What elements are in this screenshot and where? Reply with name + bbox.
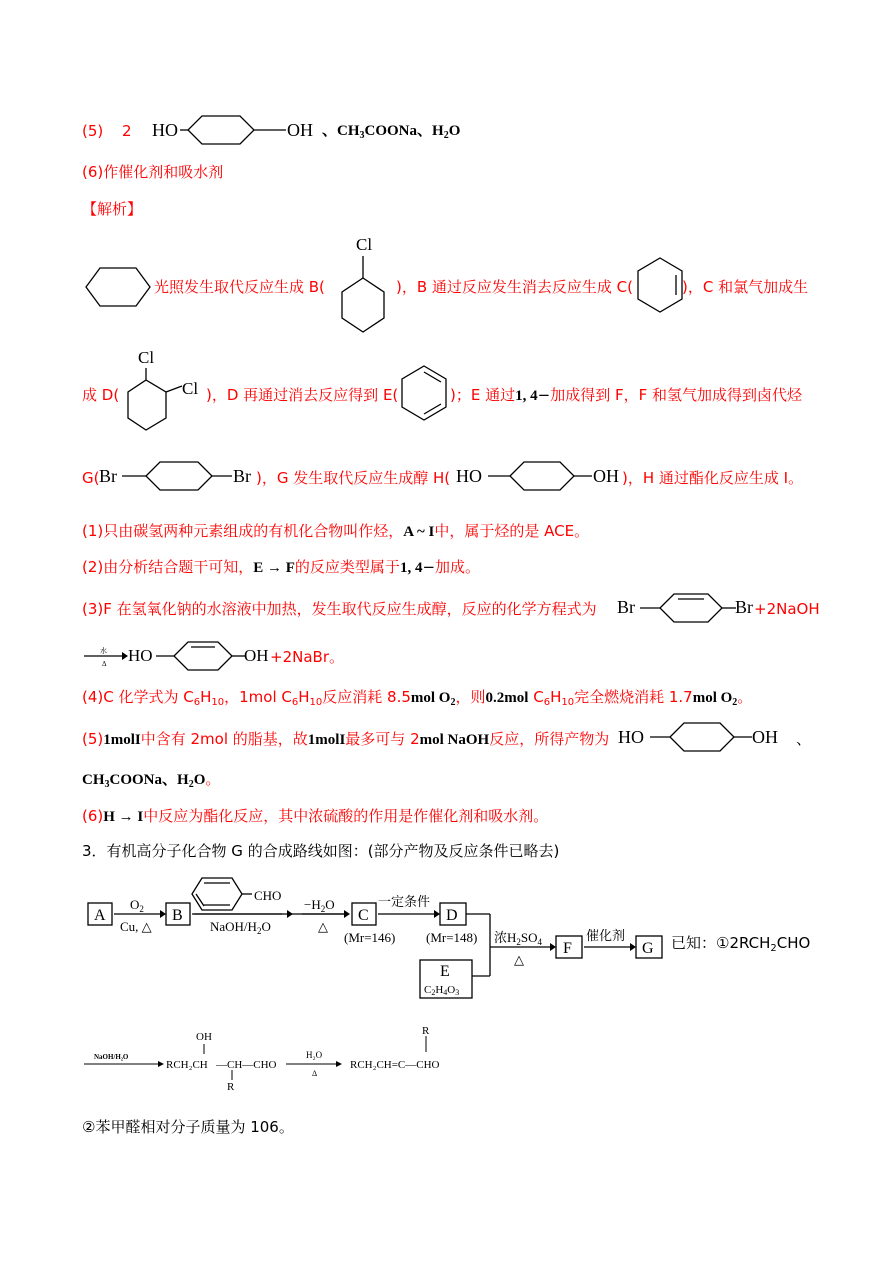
formula-part: O [448, 123, 461, 139]
answer-6: (6)作催化剂和吸水剂 [82, 163, 224, 181]
q4-s1: 6 [193, 697, 201, 708]
q3-br1: Br [617, 597, 635, 617]
cyclohexene-structure [634, 256, 686, 316]
answer-5-ho: HO [152, 120, 178, 140]
eq-oh: OH [196, 1031, 212, 1043]
q4-b3: mol O [692, 690, 733, 706]
q2-b2: 1, 4 [399, 560, 423, 576]
q5-t3: 最多可与 2 [345, 730, 420, 748]
box-A: A [94, 907, 106, 924]
q1-line [82, 520, 589, 543]
k1: 已知：①2RCH [671, 934, 771, 952]
para3-text3: )，H 通过酯化反应生成 I。 [622, 469, 804, 487]
q4-s2: 10 [211, 697, 225, 708]
m3: O [325, 897, 335, 912]
q2-t2: 的反应类型属于 [294, 558, 400, 576]
para1-text3: )，C 和氯气加成生 [682, 278, 809, 296]
q4-t6: 完全燃烧消耗 1.7 [574, 688, 693, 706]
cyclohexenediol-structure [156, 638, 248, 674]
cond-bot: Δ [102, 660, 107, 668]
dichlorocyclohexane-structure [124, 346, 214, 438]
eq-p1: RCH₂CH [166, 1059, 208, 1071]
cyclohexanediol-structure-h [488, 458, 594, 494]
answer-5-oh: OH [287, 120, 313, 140]
q5-ho: HO [618, 727, 644, 747]
q4-t3: 反应消耗 8.5 [322, 688, 411, 706]
c3: SO [520, 930, 538, 945]
q1-b: A ~ I [403, 524, 435, 540]
o2-label [130, 897, 144, 914]
cyclohexane-diol-structure [180, 112, 290, 148]
q4-t4: ，则 [455, 688, 486, 706]
dibromocyclohexane-structure [122, 458, 236, 494]
sep: 、 [162, 772, 178, 788]
dibromocyclohexene-structure [640, 590, 740, 626]
f-sub: 2 [188, 779, 194, 790]
box-B: B [172, 907, 183, 924]
eq-r2: R [422, 1025, 430, 1037]
ho-label: HO [456, 466, 482, 486]
sep: 、 [322, 123, 338, 139]
c4: 4 [537, 937, 543, 947]
c2: 2 [516, 937, 521, 947]
q5-t2: 中含有 2mol 的脂基，故 [140, 730, 308, 748]
reaction-arrow-1 [82, 646, 128, 668]
chlorocyclohexane-structure [336, 234, 396, 338]
para2-t3: )；E 通过 [450, 386, 516, 404]
para2-text1: 成 D( [82, 386, 120, 404]
para1-text2: )，B 通过反应发生消去反应生成 C( [396, 278, 634, 296]
q4-t1b: H [200, 688, 212, 706]
o2: O [130, 897, 140, 912]
f: COONa [109, 772, 162, 788]
question-3: 3．有机高分子化合物 G 的合成路线如图：(部分产物及反应条件已略去) [82, 842, 560, 860]
para2-text3: )；E 通过1, 4−加成得到 F，F 和氢气加成得到卤代烃 [450, 386, 802, 404]
q3-text3: +2NaBr。 [270, 648, 344, 666]
f: H [177, 772, 189, 788]
c1: 浓H [494, 930, 517, 945]
box-F: F [563, 940, 572, 957]
para2-text2: )，D 再通过消去反应得到 E( [206, 386, 399, 404]
box-D: D [446, 907, 458, 924]
eq-h2o: H₂O [306, 1050, 323, 1060]
q4-t1: (4)C 化学式为 C [82, 688, 194, 706]
eq-dash: —CH—CHO [216, 1059, 277, 1071]
q4-t2b: H [298, 688, 310, 706]
para3-text1: G( [82, 469, 100, 487]
formula-part: CH [337, 123, 360, 139]
box-E: E [440, 963, 450, 980]
q2-line: (2)由分析结合题干可知，E → F的反应类型属于1, 4−加成。 [82, 558, 481, 576]
q6-pre: (6) [82, 807, 104, 825]
q6-line [82, 805, 548, 828]
m1: −H [304, 897, 321, 912]
q1-t1: (1)只由碳氢两种元素组成的有机化合物叫作烃， [82, 522, 404, 540]
known-2: ②苯甲醛相对分子质量为 106。 [82, 1118, 294, 1136]
cu-label: Cu, △ [120, 919, 152, 934]
f: O [193, 772, 206, 788]
q6-t1: 中反应为酯化反应，其中浓硫酸的作用是作催化剂和吸水剂。 [143, 807, 549, 825]
para2-t4: 加成得到 F，F 和氢气加成得到卤代烃 [550, 386, 802, 404]
formula-sub: 2 [443, 130, 449, 141]
delta-label: △ [318, 919, 328, 934]
mr1-label: (Mr=146) [344, 930, 396, 945]
q4-s6: 10 [561, 697, 575, 708]
mh2o-label [304, 897, 335, 914]
formula-sub: 3 [359, 130, 365, 141]
m2: 2 [320, 904, 326, 914]
answer-5-products [322, 120, 460, 142]
k2: 2 [770, 943, 777, 954]
e-formula [424, 984, 459, 997]
e5: O [447, 984, 456, 996]
q5-sep: 、 [796, 730, 812, 748]
q5-b3: mol NaOH [419, 732, 490, 748]
e2: 2 [431, 988, 436, 997]
mr2-label: (Mr=148) [426, 930, 478, 945]
cl-label-2: Cl [182, 379, 199, 398]
q3-text1: (3)F 在氢氧化钠的水溶液中加热，发生取代反应生成醇，反应的化学方程式为 [82, 600, 597, 618]
q4-s3: 6 [291, 697, 299, 708]
q4-b2: 0.2mol [485, 690, 529, 706]
q5-t1: (5) [82, 730, 104, 748]
q5-products [82, 769, 220, 791]
q3-br2: Br [735, 597, 753, 617]
q4-line [82, 686, 752, 709]
k3: CHO [776, 934, 811, 952]
eq-p2: RCH₂CH=C—CHO [350, 1059, 440, 1071]
aldol-equation [82, 1025, 482, 1094]
q5-t4: 反应，所得产物为 [489, 730, 610, 748]
analysis-heading: 【解析】 [82, 200, 143, 218]
q4-t5b: H [550, 688, 562, 706]
para3-text2: )，G 发生取代反应生成醇 H( [256, 469, 451, 487]
eq-cond: NaOH/H₂O [94, 1053, 129, 1061]
naoh-label [210, 919, 271, 936]
q3-ho: HO [128, 646, 153, 665]
e6: 3 [455, 988, 460, 997]
cyclohexadiene-structure [398, 364, 450, 424]
q4-bs1: 2 [450, 697, 456, 708]
e3: H [435, 984, 444, 996]
q4-s5: 6 [543, 697, 551, 708]
q2-t3: 加成。 [435, 558, 481, 576]
sep: 、 [417, 123, 433, 139]
n2: 2 [256, 926, 262, 936]
eq-delta: Δ [312, 1069, 318, 1078]
q5-b2: 1molI [307, 732, 346, 748]
formula-part: COONa [364, 123, 418, 139]
br-label-2: Br [233, 466, 251, 486]
e4: 4 [443, 988, 448, 997]
formula-part: H [432, 123, 444, 139]
known-1 [671, 932, 810, 954]
answer-5-label [82, 120, 132, 142]
q2-b: E → F [253, 560, 295, 576]
q5-oh: OH [752, 727, 778, 747]
n3: O [261, 919, 271, 934]
answer-5-value: 2 [122, 122, 132, 140]
cyclohexane-structure [84, 266, 154, 308]
cond-top: 水 [100, 647, 107, 655]
delta2-label: △ [514, 952, 524, 967]
q4-bs3: 2 [732, 697, 738, 708]
e1: C [424, 984, 432, 996]
n1: NaOH/H [210, 919, 257, 934]
para2-14: 1, 4 [515, 388, 538, 404]
cat-label: 催化剂 [586, 928, 626, 943]
br-label-1: Br [99, 466, 117, 486]
para1-text1: 光照发生取代反应生成 B( [154, 278, 325, 296]
q3-oh: OH [244, 646, 269, 665]
q4-s4: 10 [309, 697, 323, 708]
answer-5-num: (5) [82, 122, 104, 140]
q4-t2: ，1mol C [224, 688, 292, 706]
q4-b1: mol O [410, 690, 451, 706]
q5-line [82, 728, 609, 751]
cho-label: CHO [254, 888, 282, 903]
q4-t7: 。 [737, 688, 753, 706]
oh-label: OH [593, 466, 619, 486]
cond-label: 一定条件 [378, 894, 431, 909]
q5-b1: 1molI [103, 732, 141, 748]
q4-t5: C [533, 688, 544, 706]
q2-t1: (2)由分析结合题干可知， [82, 558, 254, 576]
cl-label-1: Cl [138, 348, 155, 367]
conc-label [494, 930, 543, 947]
cyclohexanediol-structure-q5 [650, 719, 754, 755]
f-sub: 3 [104, 779, 110, 790]
box-C: C [358, 907, 369, 924]
cl-label: Cl [356, 235, 373, 254]
q3-text2: +2NaOH [754, 600, 820, 618]
end: 。 [205, 772, 221, 788]
f: CH [82, 772, 105, 788]
eq-r: R [227, 1081, 235, 1093]
box-G: G [642, 940, 654, 957]
q6-b: H → I [103, 809, 144, 825]
o2s: 2 [139, 904, 144, 914]
q1-t2: 中，属于烃的是 ACE。 [434, 522, 590, 540]
